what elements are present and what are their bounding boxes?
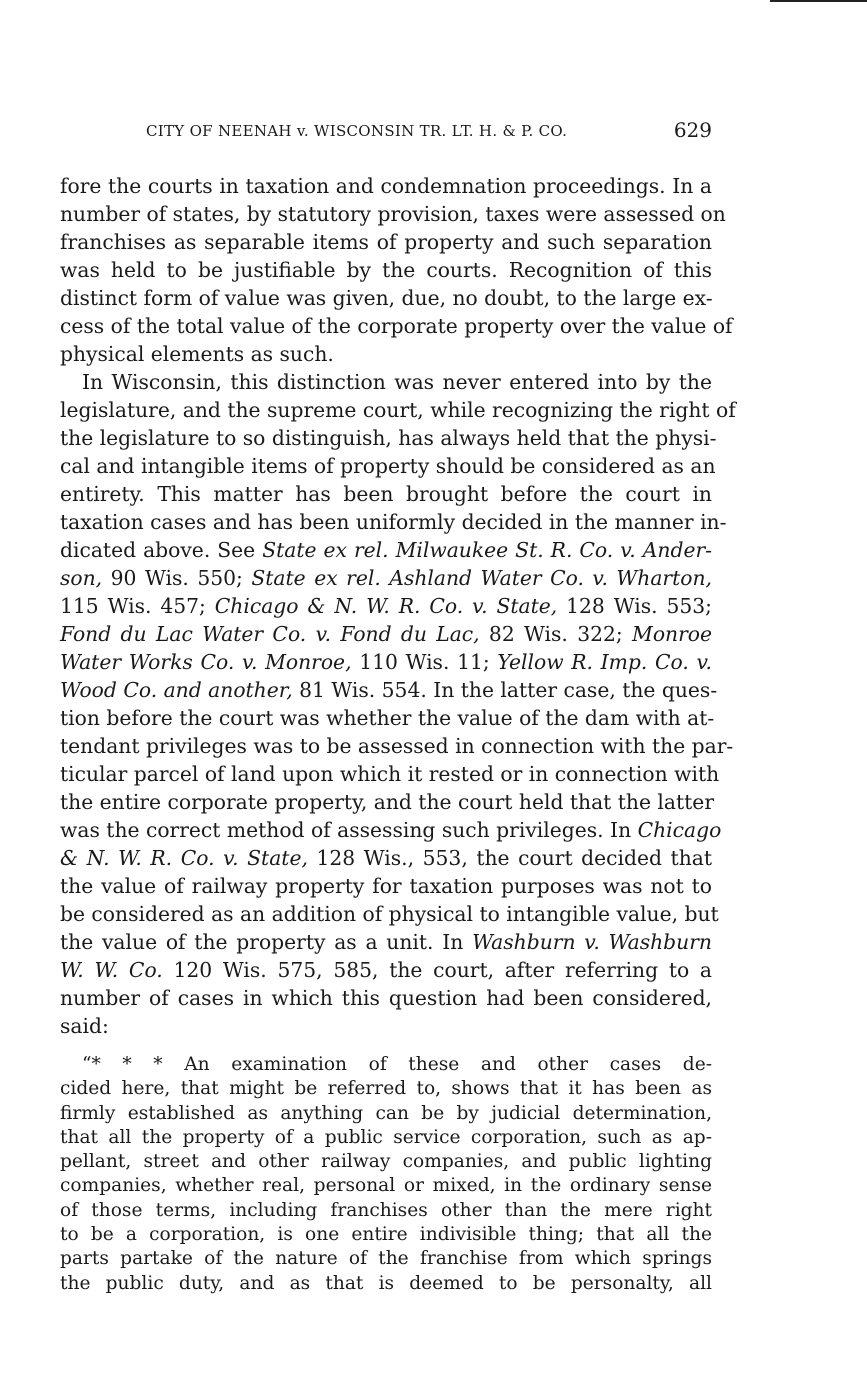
case-name: W. W. Co. bbox=[60, 958, 163, 982]
text-line: said: bbox=[60, 1014, 109, 1038]
case-name: Yellow R. Imp. Co. v. bbox=[497, 650, 712, 674]
quote-line: companies, whether real, personal or mixed, in the ordinary sense bbox=[60, 1175, 712, 1197]
text-line: Water Works Co. v. Monroe, 110 Wis. 11; Yellow R. Imp. Co. v. bbox=[60, 650, 712, 674]
text-line: distinct form of value was given, due, no doubt, to the large ex- bbox=[60, 286, 713, 310]
text-line: number of states, by statutory provision, taxes were assessed on bbox=[60, 202, 726, 226]
case-name: Monroe bbox=[632, 622, 712, 646]
text-line: W. W. Co. 120 Wis. 575, 585, the court, after referring to a bbox=[60, 958, 712, 982]
quote-line: “* * * An examination of these and other cases de- bbox=[82, 1054, 712, 1075]
text-line: dicated above. See State ex rel. Milwaukee St. R. Co. v. Ander- bbox=[60, 538, 712, 562]
top-edge-rule bbox=[770, 0, 867, 2]
quote-line: pellant, street and other railway companies, and public lighting bbox=[60, 1151, 712, 1173]
text-line: tendant privileges was to be assessed in connection with the par- bbox=[60, 734, 734, 758]
text-line: cess of the total value of the corporate property over the value of bbox=[60, 314, 733, 338]
case-name: & N. W. R. Co. v. State, bbox=[60, 846, 308, 870]
case-name: Chicago & N. W. R. Co. v. State, bbox=[214, 594, 558, 618]
text-line: physical elements as such. bbox=[60, 342, 334, 366]
case-name: State ex rel. Ashland Water Co. v. Wharton, bbox=[251, 566, 712, 590]
case-name: son, bbox=[60, 566, 103, 590]
text-line: In Wisconsin, this distinction was never entered into by the bbox=[82, 370, 712, 394]
block-quote bbox=[60, 1053, 712, 1296]
text-line: fore the courts in taxation and condemnation proceedings. In a bbox=[60, 174, 712, 198]
text-line: was the correct method of assessing such privileges. In Chicago bbox=[60, 818, 722, 842]
text-line: tion before the court was whether the value of the dam with at- bbox=[60, 706, 715, 730]
running-head: CITY OF NEENAH v. WISCONSIN TR. LT. H. & P. CO. bbox=[146, 122, 568, 140]
text-line: the value of the property as a unit. In Washburn v. Washburn bbox=[60, 930, 712, 954]
text-line: 115 Wis. 457; Chicago & N. W. R. Co. v. State, 128 Wis. 553; bbox=[60, 594, 712, 618]
quote-line: firmly established as anything can be by judicial determination, bbox=[60, 1102, 712, 1124]
text-line: cal and intangible items of property should be considered as an bbox=[60, 454, 716, 478]
page-number: 629 bbox=[673, 118, 712, 142]
text-line: franchises as separable items of property and such separation bbox=[60, 230, 712, 254]
case-name: Chicago bbox=[637, 818, 722, 842]
text-line: the entire corporate property, and the court held that the latter bbox=[60, 790, 715, 814]
text-line: the value of railway property for taxation purposes was not to bbox=[60, 874, 712, 898]
case-name: Washburn v. Washburn bbox=[472, 930, 712, 954]
case-name: Fond du Lac Water Co. v. Fond du Lac, bbox=[60, 622, 480, 646]
text-line: be considered as an addition of physical to intangible value, but bbox=[60, 902, 719, 926]
text-line: legislature, and the supreme court, while recognizing the right of bbox=[60, 398, 736, 422]
text-line: the legislature to so distinguish, has always held that the physi- bbox=[60, 426, 717, 450]
quote-line: to be a corporation, is one entire indivisible thing; that all the bbox=[60, 1224, 712, 1246]
case-name: Wood Co. and another, bbox=[60, 678, 293, 702]
quote-line: cided here, that might be referred to, shows that it has been as bbox=[60, 1078, 712, 1100]
quote-line: the public duty, and as that is deemed to be personalty, all bbox=[60, 1272, 712, 1294]
text-line: number of cases in which this question had been considered, bbox=[60, 986, 712, 1010]
text-line: was held to be justifiable by the courts. Recognition of this bbox=[60, 258, 712, 282]
text-line: taxation cases and has been uniformly decided in the manner in- bbox=[60, 510, 727, 534]
quote-line: that all the property of a public service corporation, such as ap- bbox=[60, 1126, 712, 1148]
body-text bbox=[60, 172, 736, 1040]
case-name: State ex rel. Milwaukee St. R. Co. v. Ander- bbox=[262, 538, 712, 562]
text-line: Wood Co. and another, 81 Wis. 554. In the latter case, the ques- bbox=[60, 678, 718, 702]
text-line: & N. W. R. Co. v. State, 128 Wis., 553, the court decided that bbox=[60, 846, 712, 870]
text-line: ticular parcel of land upon which it rested or in connection with bbox=[60, 762, 720, 786]
quote-line: of those terms, including franchises other than the mere right bbox=[60, 1199, 712, 1221]
page-header bbox=[146, 118, 712, 144]
case-name: Water Works Co. v. Monroe, bbox=[60, 650, 352, 674]
quote-line: parts partake of the nature of the franchise from which springs bbox=[60, 1248, 712, 1270]
text-line: Fond du Lac Water Co. v. Fond du Lac, 82 Wis. 322; Monroe bbox=[60, 622, 712, 646]
text-line: entirety. This matter has been brought before the court in bbox=[60, 482, 712, 506]
text-line: son, 90 Wis. 550; State ex rel. Ashland Water Co. v. Wharton, bbox=[60, 566, 712, 590]
